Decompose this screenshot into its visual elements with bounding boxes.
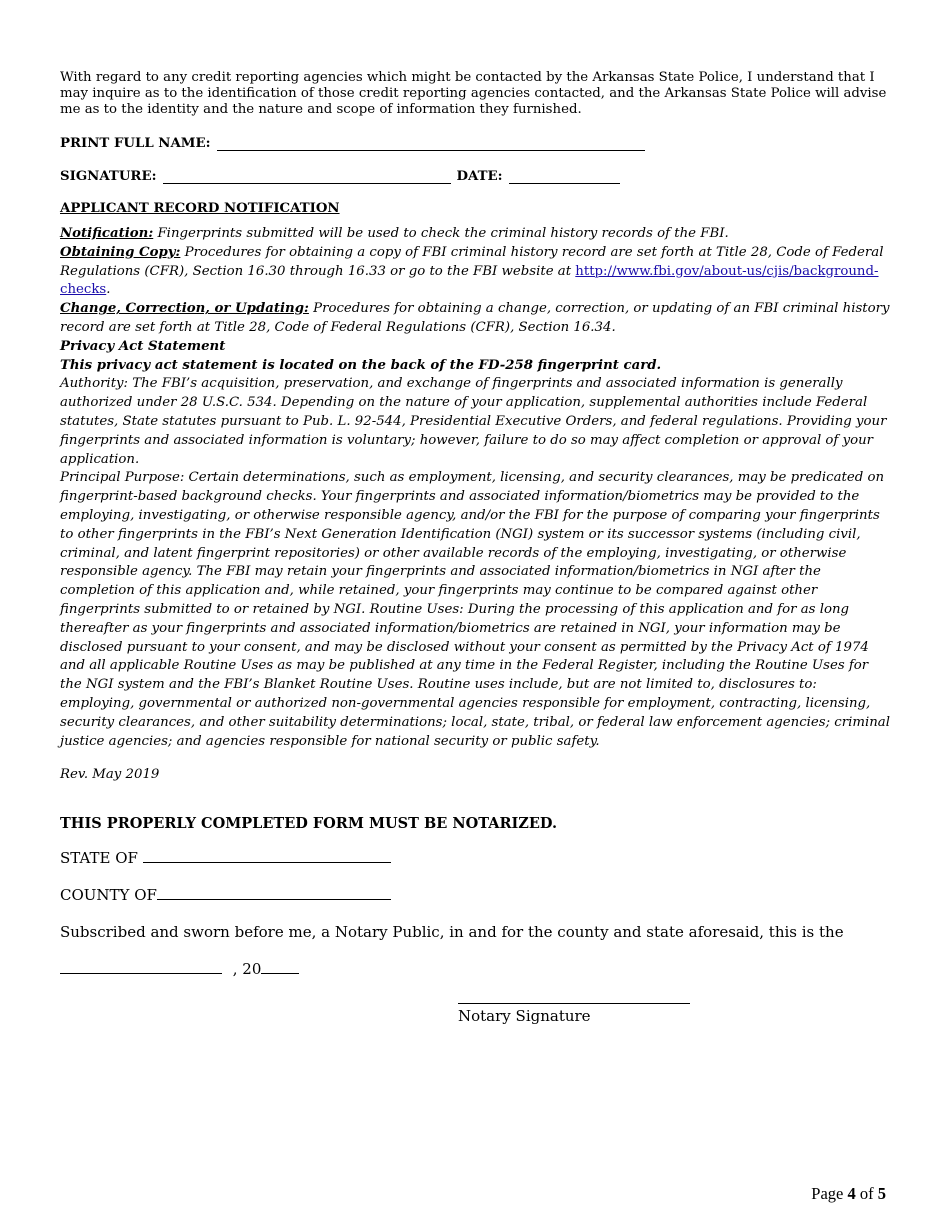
obtaining-copy-label: Obtaining Copy: (60, 244, 181, 260)
date-field[interactable] (509, 170, 620, 184)
notary-signature-block (458, 991, 892, 1026)
subscribed-statement: Subscribed and sworn before me, a Notary Public, in and for the county and state aforesaid, this is the (60, 923, 844, 942)
change-correction-text: Procedures for obtaining a change, correction, or updating of an FBI criminal history record are set forth at Title 28, Code of Federal Regulations (CFR), Section 16.34. (60, 301, 890, 335)
change-correction-paragraph (60, 300, 892, 338)
county-row (60, 885, 892, 905)
notarize-heading: THIS PROPERLY COMPLETED FORM MUST BE NOTARIZED. (60, 815, 558, 833)
signature-field[interactable] (163, 170, 451, 184)
privacy-location-note: This privacy act statement is located on the back of the FD-258 fingerprint card. (60, 357, 662, 373)
authority-paragraph: Authority: The FBI’s acquisition, preservation, and exchange of fingerprints and associated information is generally authorized under 28 U.S.C. 534. Depending on the nature of your application, supplemental authorities include Federal statutes, State statutes pursuant to Pub. L. 92-544, Presidential Executive Orders, and federal regulations. Providing your fingerprints and associated information is voluntary; however, failure to do so may affect completion or approval of your application. (60, 376, 887, 467)
print-name-row (60, 135, 892, 151)
total-pages: 5 (877, 1184, 886, 1203)
print-full-name-label: PRINT FULL NAME: (60, 136, 211, 151)
state-row (60, 848, 892, 868)
county-field[interactable] (157, 885, 391, 900)
year-prefix: , 20 (228, 960, 262, 979)
credit-agency-paragraph: With regard to any credit reporting agencies which might be contacted by the Arkansas State Police, I understand that I may inquire as to the identification of those credit reporting agencies contacted, and the Arkansas State Police will advise me as to the identity and the nature and scope of information they furnished. (60, 70, 887, 117)
state-field[interactable] (143, 848, 391, 863)
date-year-row (60, 959, 892, 979)
page-number (811, 1184, 886, 1204)
notification-text: Fingerprints submitted will be used to check the criminal history records of the FBI. (153, 226, 729, 241)
page-word: Page (811, 1184, 848, 1203)
signature-date-row (60, 168, 892, 184)
form-page (60, 70, 892, 1026)
signature-label: SIGNATURE: (60, 169, 157, 184)
date-label: DATE: (456, 169, 503, 184)
of-word: of (855, 1184, 878, 1203)
applicant-record-heading: APPLICANT RECORD NOTIFICATION (60, 201, 340, 216)
fbi-website-link[interactable]: http://www.fbi.gov/about-us/cjis/background-checks (60, 263, 879, 298)
change-correction-label: Change, Correction, or Updating: (60, 301, 309, 317)
notary-signature-caption: Notary Signature (458, 1007, 591, 1026)
revision-date: Rev. May 2019 (60, 767, 160, 783)
principal-purpose-paragraph: Principal Purpose: Certain determinations, such as employment, licensing, and security clearances, may be predicated on fingerprint-based background checks. Your fingerprints and associated information/biometrics may be provided to the employing, investigating, or otherwise responsible agency, and/or the FBI for the purpose of comparing your fingerprints to other fingerprints in the FBI’s Next Generation Identification (NGI) system or its successor systems (including civil, criminal, and latent fingerprint repositories) or other available records of the employing, investigating, or otherwise responsible agency. The FBI may retain your fingerprints and associated information/biometrics in NGI after the completion of this application and, while retained, your fingerprints may continue to be compared against other fingerprints submitted to or retained by NGI. Routine Uses: During the processing of this application and for as long thereafter as your fingerprints and associated information/biometrics are retained in NGI, your information may be disclosed pursuant to your consent, and may be disclosed without your consent as permitted by the Privacy Act of 1974 and all applicable Routine Uses as may be published at any time in the Federal Register, including the Routine Uses for the NGI system and the FBI’s Blanket Routine Uses. Routine uses include, but are not limited to, disclosures to: employing, governmental or authorized non-governmental agencies responsible for employment, contracting, licensing, security clearances, and other suitability determinations; local, state, tribal, or federal law enforcement agencies; criminal justice agencies; and agencies responsible for national security or public safety. (60, 470, 890, 749)
print-full-name-field[interactable] (217, 137, 645, 151)
obtaining-copy-paragraph: Obtaining Copy: Procedures for obtaining a copy of FBI criminal history record are set forth at Title 28, Code of Federal Regulations (CFR), Section 16.30 through 16.33 or go to the FBI website at http://www.fbi.gov/about-us/cjis/background-checks. (60, 244, 884, 298)
current-page: 4 (847, 1184, 856, 1203)
obtaining-copy-text: Procedures for obtaining a copy of FBI criminal history record are set forth at Title 28, Code of Federal Regulations (CFR), Section 16.30 through 16.33 or go to the FBI website at (60, 244, 884, 279)
notification-section (60, 225, 892, 751)
county-label: COUNTY OF (60, 886, 157, 905)
privacy-act-heading: Privacy Act Statement (60, 338, 226, 354)
notification-label: Notification: (60, 226, 154, 241)
notification-paragraph (60, 225, 892, 244)
day-month-field[interactable] (60, 959, 222, 974)
notary-signature-line[interactable] (458, 991, 690, 1004)
year-field[interactable] (261, 959, 299, 974)
state-label: STATE OF (60, 849, 143, 868)
